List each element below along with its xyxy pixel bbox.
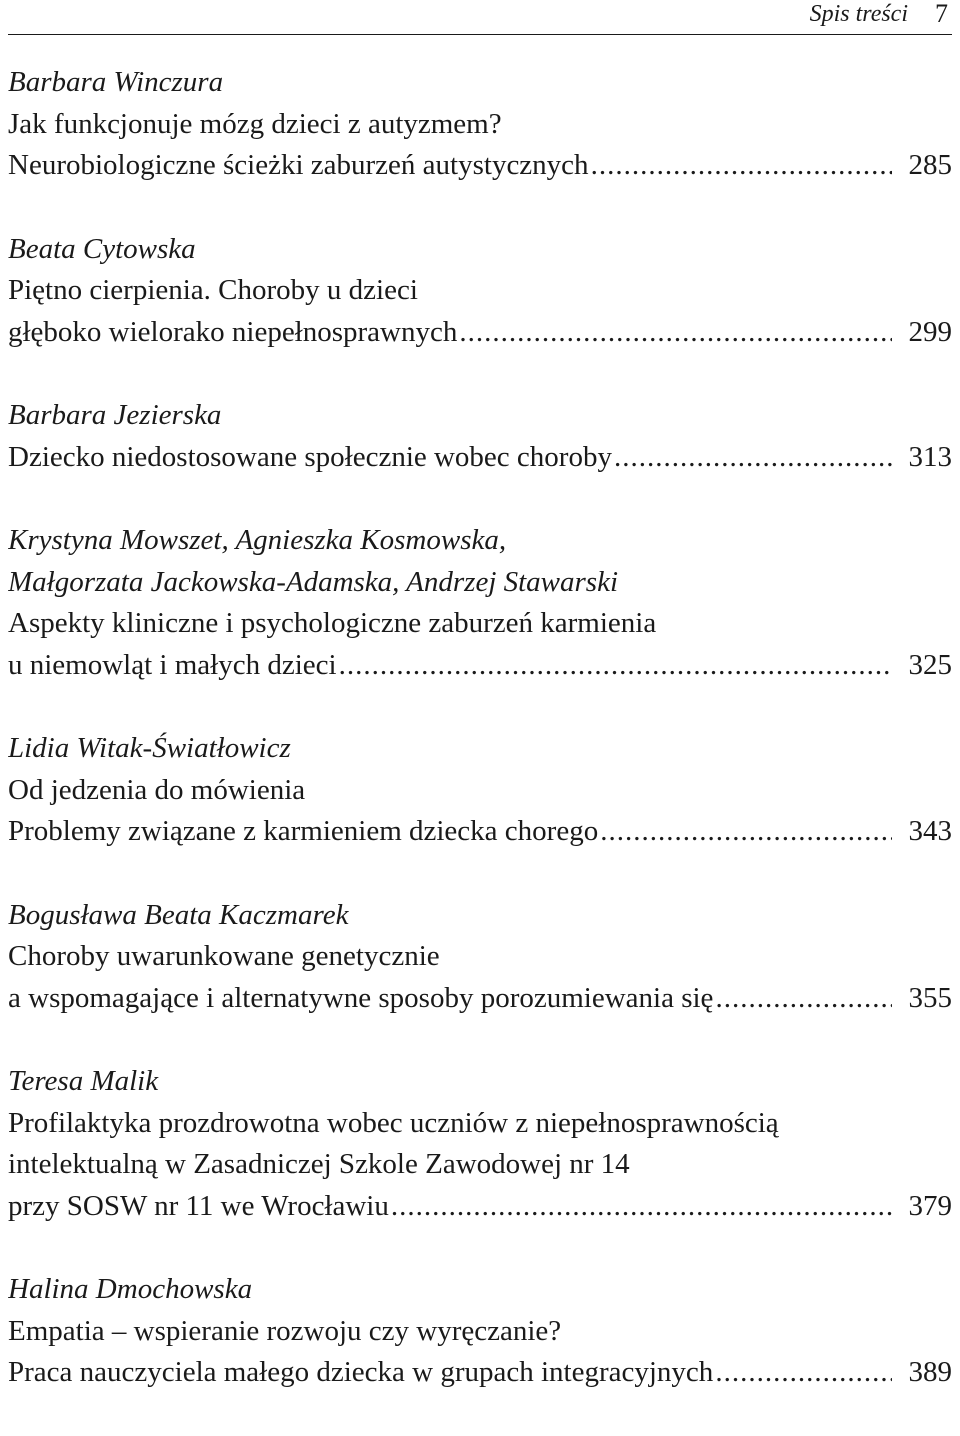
toc-entry-title-line: Neurobiologiczne ścieżki zaburzeń autystycznych — [8, 149, 589, 181]
toc-entry-page-number: 379 — [908, 1189, 952, 1222]
toc-entry-title-line: intelektualną w Zasadniczej Szkole Zawodowej nr 14 — [8, 1148, 630, 1180]
toc-entry-title-line: przy SOSW nr 11 we Wrocławiu — [8, 1189, 389, 1222]
toc-entry-final-line — [8, 145, 952, 187]
running-header-section-title: Spis treści — [809, 1, 908, 27]
dot-leader — [614, 437, 892, 479]
dot-leader — [715, 978, 892, 1020]
toc-entry-title-line: Od jedzenia do mówienia — [8, 773, 306, 806]
toc-entry-page-number: 355 — [908, 981, 952, 1014]
toc-entry-final-line — [8, 978, 952, 1020]
toc-entry-final-line — [8, 437, 952, 479]
dot-leader — [715, 1352, 892, 1394]
toc-entry-author: Lidia Witak-Światłowicz — [8, 732, 291, 764]
toc-entry — [8, 1061, 952, 1227]
toc-entry-page-number: 313 — [908, 440, 952, 473]
toc-entry — [8, 395, 952, 478]
toc-entry-title-line: Piętno cierpienia. Choroby u dzieci — [8, 274, 418, 306]
toc-entry-page-number: 285 — [908, 149, 952, 181]
dot-leader — [591, 145, 892, 187]
toc-entry-title-line: Aspekty kliniczne i psychologiczne zaburzeń karmienia — [8, 607, 657, 639]
toc-entry-final-line — [8, 811, 952, 853]
toc-entry — [8, 62, 952, 187]
toc-entry-title-line: Jak funkcjonuje mózg dzieci z autyzmem? — [8, 107, 502, 140]
toc-entry-title-line: Empatia – wspieranie rozwoju czy wyręczanie? — [8, 1314, 562, 1347]
toc-entry-title-line: Choroby uwarunkowane genetycznie — [8, 940, 440, 972]
toc-entry-author: Barbara Winczura — [8, 66, 224, 98]
toc-entry-author: Barbara Jezierska — [8, 399, 222, 431]
dot-leader — [459, 312, 892, 354]
dot-leader — [339, 645, 892, 687]
toc-entry-page-number: 343 — [908, 815, 952, 847]
toc-entry-title-line: Praca nauczyciela małego dziecka w grupach integracyjnych — [8, 1356, 714, 1388]
toc-entry-page-number: 299 — [908, 315, 952, 348]
toc-entry — [8, 229, 952, 354]
toc-entry-author: Krystyna Mowszet, Agnieszka Kosmowska, — [8, 524, 507, 556]
toc-entry-final-line — [8, 645, 952, 687]
dot-leader — [391, 1186, 892, 1228]
toc-entry-title-line: Problemy związane z karmieniem dziecka chorego — [8, 815, 599, 847]
toc-entry-author: Halina Dmochowska — [8, 1273, 253, 1305]
toc-entry-final-line — [8, 312, 952, 354]
toc-entry-title-line: a wspomagające i alternatywne sposoby porozumiewania się — [8, 981, 714, 1014]
toc-entry-title-line: głęboko wielorako niepełnosprawnych — [8, 315, 458, 348]
toc-entry — [8, 895, 952, 1020]
toc-entry-author: Teresa Malik — [8, 1065, 159, 1097]
toc-entry-author: Małgorzata Jackowska-Adamska, Andrzej Stawarski — [8, 565, 619, 598]
toc-entry-author: Bogusława Beata Kaczmarek — [8, 898, 349, 931]
toc-entry-final-line — [8, 1186, 952, 1228]
toc-entry-title-line: Dziecko niedostosowane społecznie wobec choroby — [8, 440, 612, 473]
toc-entry-title-line: Profilaktyka prozdrowotna wobec uczniów z niepełnosprawnością — [8, 1106, 779, 1139]
toc-entry-page-number: 325 — [908, 648, 952, 681]
toc-entry — [8, 1269, 952, 1394]
toc-entry — [8, 728, 952, 853]
dot-leader — [600, 811, 892, 853]
toc-entry — [8, 520, 952, 686]
toc-entry-title-line: u niemowląt i małych dzieci — [8, 648, 337, 681]
running-header-page-number: 7 — [935, 0, 948, 28]
toc-entry-final-line — [8, 1352, 952, 1394]
running-header — [8, 0, 952, 35]
toc-entry-author: Beata Cytowska — [8, 232, 196, 265]
toc-entry-page-number: 389 — [908, 1356, 952, 1388]
table-of-contents — [8, 62, 952, 1436]
